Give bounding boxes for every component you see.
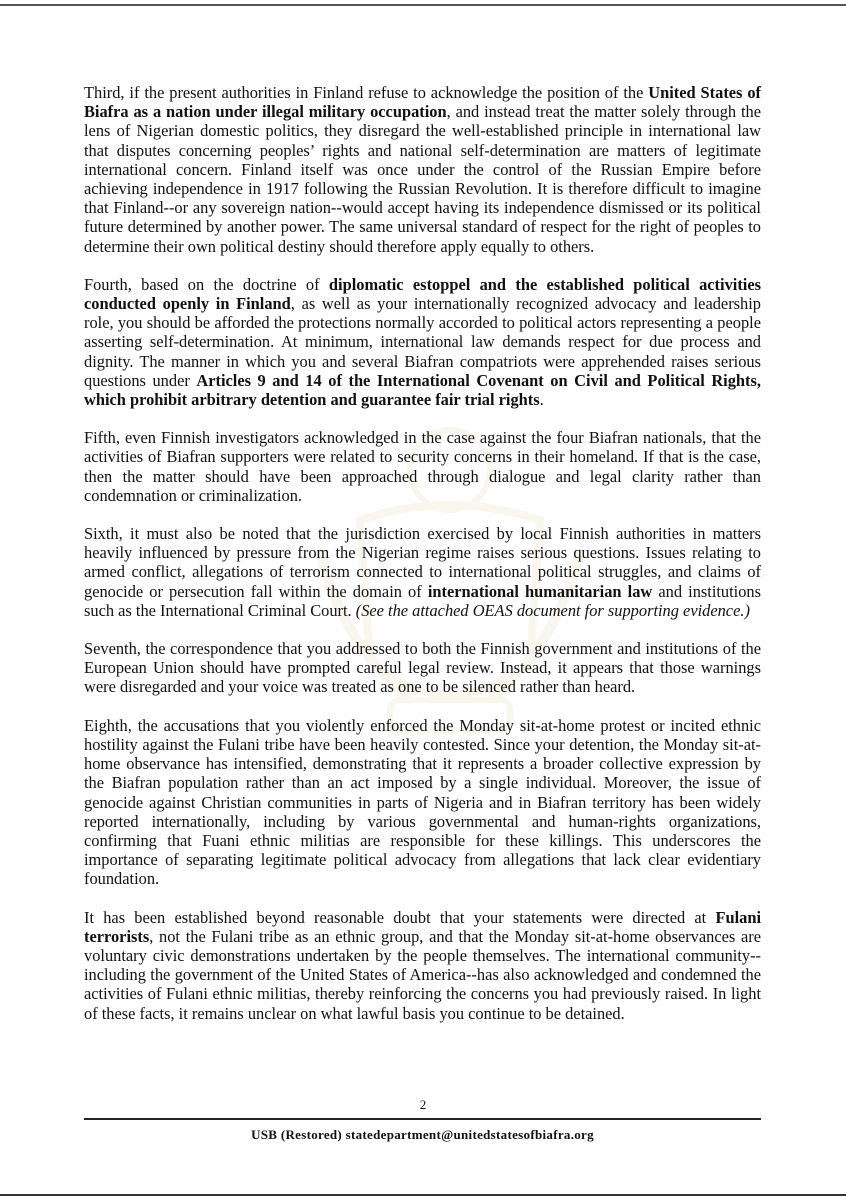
paragraph-3 (84, 428, 761, 505)
text-run: Eighth, the accusations that you violently enforced the Monday sit-at-home protest or incited ethnic hostility against the Fulani tribe have been heavily contested. Since your detention, the Monday sit-at-home observance has intensified, demonstrating that it represents a broader collective expression by the Biafran population rather than an act imposed by a single individual. Moreover, the issue of genocide against Christian communities in parts of Nigeria and in Biafran territory has been widely reported internationally, including by various governmental and human-rights organizations, confirming that Fuani ethnic militias are responsible for these killings. This underscores the importance of separating legitimate political advocacy from allegations that lack clear evidentiary foundation. (84, 715, 761, 889)
bold-text: United States of Biafra as a nation under illegal military occupation (84, 83, 761, 122)
text-run: , not the Fulani tribe as an ethnic group, and that the Monday sit-at-home observances are voluntary civic demonstrations undertaken by the people themselves. The international community--including the government of the United States of America--has also acknowledged and condemned the activities of Fulani ethnic militias, thereby reinforcing the concerns you had previously raised. In light of these facts, it remains unclear on what lawful basis you continue to be detained. (84, 926, 761, 1023)
text-run: Seventh, the correspondence that you addressed to both the Finnish government and institutions of the European Union should have prompted careful legal review. Instead, it appears that those warnings were disregarded and your voice was treated as one to be silenced rather than heard. (84, 639, 761, 697)
text-run: It has been established beyond reasonable doubt that your statements were directed at (84, 907, 716, 927)
text-run: Third, if the present authorities in Finland refuse to acknowledge the position of the (84, 83, 649, 102)
text-run: Fifth, even Finnish investigators acknowledged in the case against the four Biafran nationals, that the activities of Biafran supporters were related to security concerns in their homeland. If that is the case, then the matter should have been approached through dialogue and legal clarity rather than condemnation or criminalization. (84, 428, 761, 505)
italic-text: (See the attached OEAS document for supporting evidence.) (355, 600, 750, 620)
text-run: . (539, 390, 544, 410)
footer-contact: USB (Restored) statedepartment@unitedstatesofbiafra.org (251, 1127, 594, 1142)
text-run: , and instead treat the matter solely through the lens of Nigerian domestic politics, they disregard the well-established principle in international law that disputes concerning peoples’ rights and national self-determination are matters of legitimate international concern. Finland itself was once under the control of the Russian Empire before achieving independence in 1917 following the Russian Revolution. It is therefore difficult to imagine that Finland--or any sovereign nation--would accept having its independence dismissed or its political future determined by another power. The same universal standard of respect for the right of peoples to determine their own political destiny should therefore apply equally to others. (84, 102, 761, 256)
paragraph-1 (84, 83, 761, 256)
bold-text: diplomatic estoppel and the established political activities conducted openly in Finland (84, 274, 761, 314)
paragraph-2 (84, 275, 761, 409)
paragraph-4 (84, 524, 761, 620)
text-run: and institutions such as the International Criminal Court. (84, 581, 761, 620)
page-number: 2 (419, 1097, 427, 1112)
text-run: , as well as your internationally recognized advocacy and leadership role, you should be afforded the protections normally accorded to political actors representing a people asserting self-determination. At minimum, international law demands respect for due process and dignity. The manner in which you and several Biafran compatriots were apprehended raises serious questions under (84, 294, 761, 390)
paragraph-6 (84, 716, 761, 889)
letter-body (84, 83, 761, 1042)
bold-text: Articles 9 and 14 of the International Covenant on Civil and Political Rights, which prohibit arbitrary detention and guarantee fair trial rights (84, 370, 761, 410)
bold-text: Fulani terrorists (84, 907, 761, 946)
text-run: Sixth, it must also be noted that the jurisdiction exercised by local Finnish authorities in matters heavily influenced by pressure from the Nigerian regime raises serious questions. Issues relating to armed conflict, allegations of terrorism connected to international political struggles, and claims of genocide or persecution fall within the domain of (84, 524, 761, 601)
bottom-border (0, 1194, 846, 1196)
paragraph-7 (84, 908, 761, 1023)
footer-divider (84, 1118, 761, 1120)
bold-text: international humanitarian law (427, 581, 653, 601)
text-run: Fourth, based on the doctrine of (84, 274, 329, 294)
paragraph-5 (84, 639, 761, 697)
top-border (0, 4, 846, 6)
